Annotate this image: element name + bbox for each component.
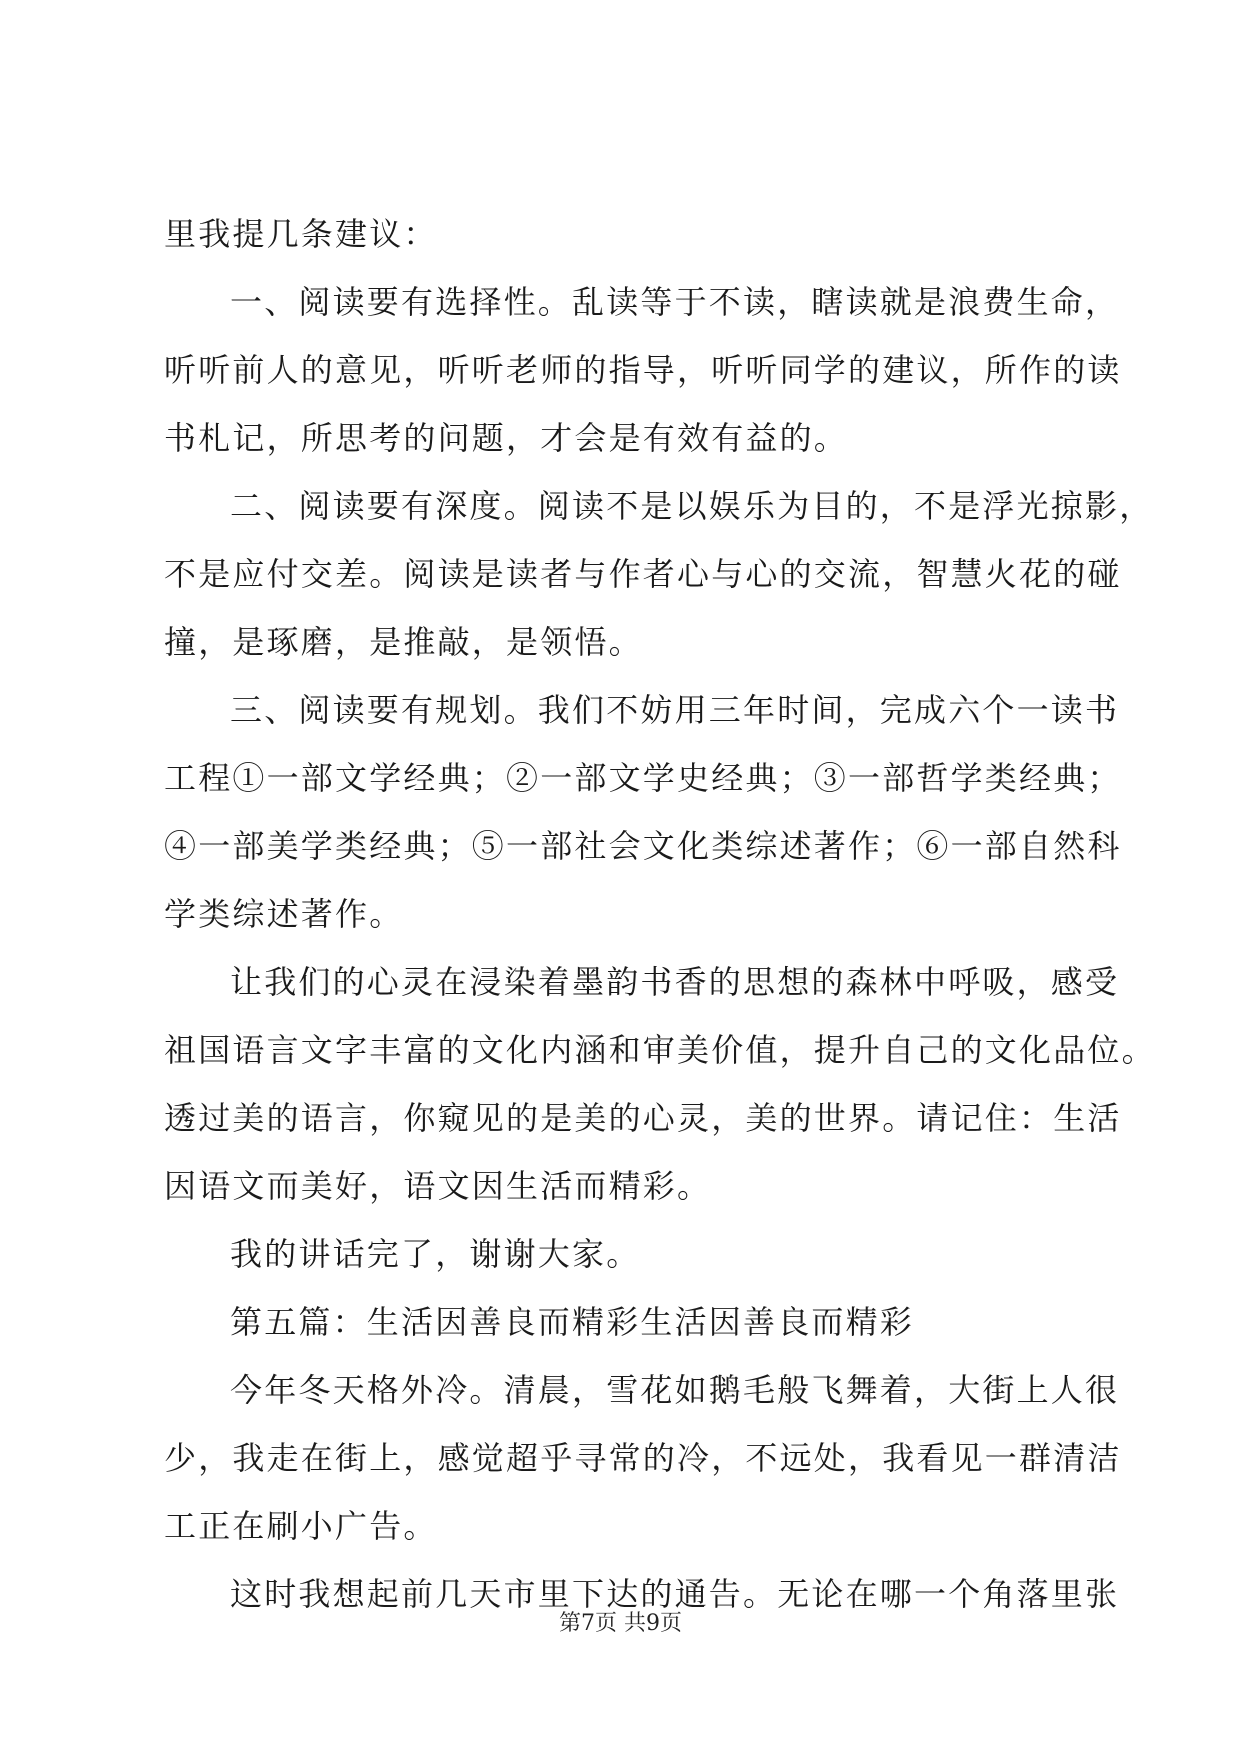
paragraph-line: 一、阅读要有选择性。乱读等于不读，瞎读就是浪费生命，	[230, 283, 1120, 321]
text-line: 祖国语言文字丰富的文化内涵和审美价值，提升自己的文化品位。	[164, 1031, 1156, 1069]
text-line: 不是应付交差。阅读是读者与作者心与心的交流，智慧火花的碰	[164, 555, 1122, 593]
text-line: 学类综述著作。	[164, 895, 404, 933]
text-line: 撞，是琢磨，是推敲，是领悟。	[164, 623, 643, 661]
text-line: ④一部美学类经典；⑤一部社会文化类综述著作；⑥一部自然科	[164, 827, 1122, 865]
text-line: 少，我走在街上，感觉超乎寻常的冷，不远处，我看见一群清洁	[164, 1439, 1122, 1477]
section-heading: 第五篇：生活因善良而精彩生活因善良而精彩	[230, 1303, 915, 1341]
page-number: 第7页 共9页	[559, 1611, 682, 1636]
text-line: 书札记，所思考的问题，才会是有效有益的。	[164, 419, 849, 457]
paragraph-line: 这时我想起前几天市里下达的通告。无论在哪一个角落里张	[230, 1575, 1120, 1613]
paragraph-line: 让我们的心灵在浸染着墨韵书香的思想的森林中呼吸，感受	[230, 963, 1120, 1001]
text-line: 听听前人的意见，听听老师的指导，听听同学的建议，所作的读	[164, 351, 1122, 389]
text-line: 里我提几条建议：	[164, 215, 438, 253]
paragraph-line: 二、阅读要有深度。阅读不是以娱乐为目的，不是浮光掠影，	[230, 487, 1154, 525]
document-body	[164, 200, 1156, 1628]
text-line: 透过美的语言，你窥见的是美的心灵，美的世界。请记住：生活	[164, 1099, 1122, 1137]
paragraph-line: 今年冬天格外冷。清晨，雪花如鹅毛般飞舞着，大街上人很	[230, 1371, 1120, 1409]
paragraph-line: 三、阅读要有规划。我们不妨用三年时间，完成六个一读书	[230, 691, 1120, 729]
text-line: 因语文而美好，语文因生活而精彩。	[164, 1167, 712, 1205]
text-line: 工程①一部文学经典；②一部文学史经典；③一部哲学类经典；	[164, 759, 1122, 797]
text-line: 工正在刷小广告。	[164, 1507, 438, 1545]
paragraph-line: 我的讲话完了，谢谢大家。	[230, 1235, 641, 1273]
